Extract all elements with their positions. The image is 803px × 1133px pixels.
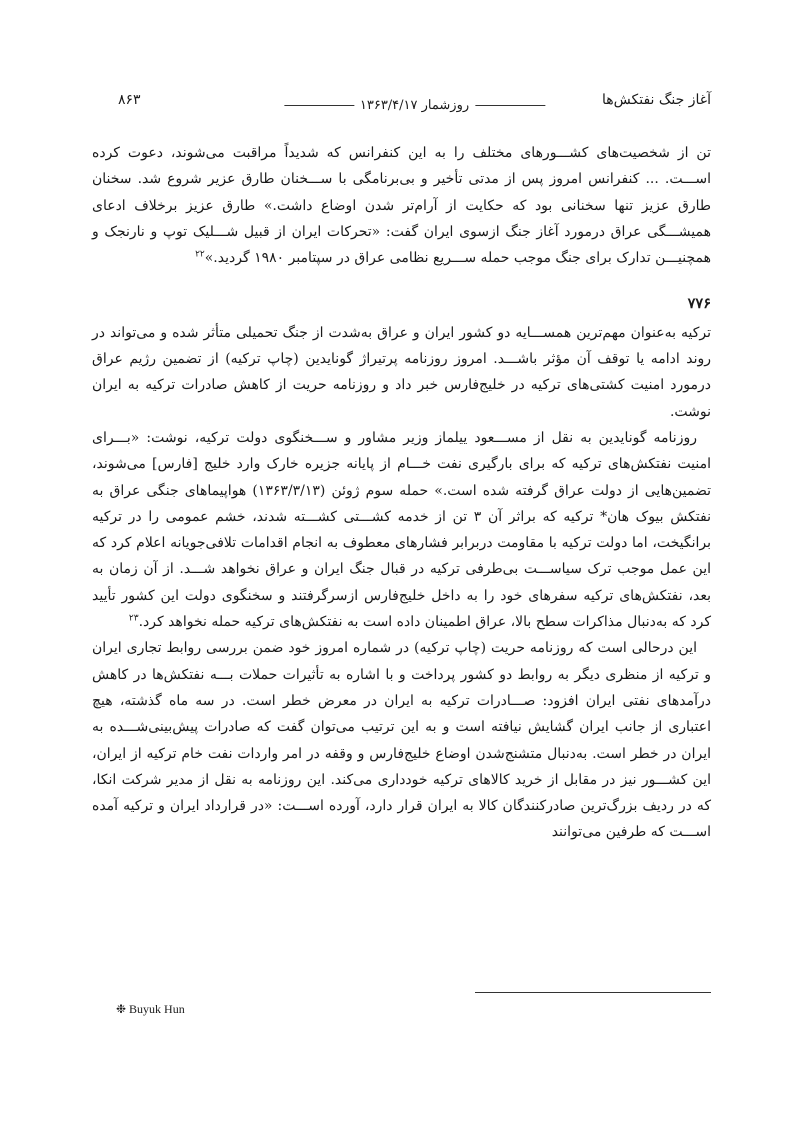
paragraph-1-text: تن از شخصیت‌های کشـــورهای مختلف را به این کنفرانس که شدیداً مراقبت می‌شوند، دعوت کرده اســـت. ... کنفرانس امروز پس از مدتی تأخیر و بی‌برنامگی با ســـخنان طارق عزیر شروع شد. سخنان طارق عزیز تنها سخنانی بود که حکایت از آرام‌تر شدن اوضاع داشت.» طارق عزیز برخلاف ادعای همیشـــگی عراق درمورد آغاز جنگ ازسوی ایران گفت: «تحرکات ایران از قبیل شـــلیک توپ و نارنجک و همچنیـــن تدارک برای جنگ موجب حمله ســـریع نظامی عراق در سپتامبر ۱۹۸۰ گردید.» (92, 145, 711, 267)
reference-mark: ۲۲ (195, 249, 205, 260)
paragraph-3-text: روزنامه گونایدین به نقل از مســـعود ییلماز وزیر مشاور و ســـخنگوی دولت ترکیه، نوشت: «بـــرای امنیت نفتکش‌های ترکیه که برای بارگیری نفت خـــام از پایانه جزیره خارک وارد خلیج [فارس] می‌شوند، تضمین‌هایی از دولت عراق گرفته شده است.» حمله سوم ژوئن (۱۳۶۳/۳/۱۳) هواپیماهای جنگی عراق به نفتکش بیوک هان* ترکیه که براثر آن ۳ تن از خدمه کشـــتی کشـــته شدند، خشم عمومی را در ترکیه برانگیخت، اما دولت ترکیه با مقاومت دربرابر فشارهای معطوف به انجام اقدامات تلافی‌جویانه اعلام کرد که این عمل موجب ترک سیاســـت بی‌طرفی ترکیه در قبال جنگ ایران و عراق نخواهد شـــد. از آن زمان به بعد، نفتکش‌های ترکیه سفرهای خود را به داخل خلیج‌فارس ازسرگرفتند و سخنگوی دولت این کشور تأیید کرد که به‌دنبال مذاکرات سطح بالا، عراق اطمینان داده است به نفتکش‌های ترکیه حمله نخواهد کرد. (92, 429, 711, 631)
paragraph-2: ترکیه به‌عنوان مهم‌ترین همســـایه دو کشور ایران و عراق به‌شدت از جنگ تحمیلی متأثر شده و می‌تواند در روند ادامه یا توقف آن مؤثر باشـــد. امروز روزنامه پرتیراژ گونایدین (چاپ ترکیه) از تضمین رژیم عراق درمورد امنیت کشتی‌های ترکیه در خلیج‌فارس خبر داد و روزنامه حریت از کاهش صادرات ترکیه به ایران نوشت. (92, 324, 711, 420)
header-rule-left (475, 105, 545, 106)
diary-date-label (284, 98, 545, 113)
header-rule-right (284, 105, 354, 106)
footnote-rule (475, 992, 711, 993)
running-header (118, 88, 711, 124)
paragraph-3 (92, 425, 711, 635)
reference-mark: ۲۳ (128, 613, 139, 624)
paragraph-4: این درحالی است که روزنامه حریت (چاپ ترکیه) در شماره امروز خود ضمن بررسی روابط تجاری ایران و ترکیه از منظری دیگر به روابط دو کشور پرداخت و با اشاره به تأثیرات حملات بـــه نفتکش‌ها در کاهش درآمدهای نفتی ایران افزود: صـــادرات ترکیه به ایران در معرض خطر است. در سه ماه گذشته، هیچ اعتباری از جانب ایران گشایش نیافته است و به این ترتیب می‌توان گفت که صادرات پیش‌بینی‌شـــده به ایران در خطر است. به‌دنبال متشنج‌شدن اوضاع خلیج‌فارس و وقفه در امر واردات نفت خام ترکیه از ایران، این کشـــور نیز در مقابل از خرید کالاهای ترکیه خودداری می‌کند. این روزنامه به نقل از مدیر شرکت انکا، که در ردیف بزرگ‌ترین صادرکنندگان کالا به ایران قرار دارد، آورده اســـت: «در قرارداد ایران و ترکیه آمده اســـت که طرفین می‌توانند (92, 640, 711, 841)
paragraph-1 (92, 140, 711, 271)
section-number: ۷۷۶ (687, 295, 711, 313)
chapter-title: آغاز جنگ نفتکش‌ها (602, 92, 711, 108)
diary-date-text: روزشمار ۱۳۶۳/۴/۱۷ (359, 98, 470, 113)
body-text (92, 140, 711, 846)
footnote: ❉ Buyuk Hun (116, 1002, 185, 1016)
page-number: ۸۶۳ (118, 92, 141, 108)
